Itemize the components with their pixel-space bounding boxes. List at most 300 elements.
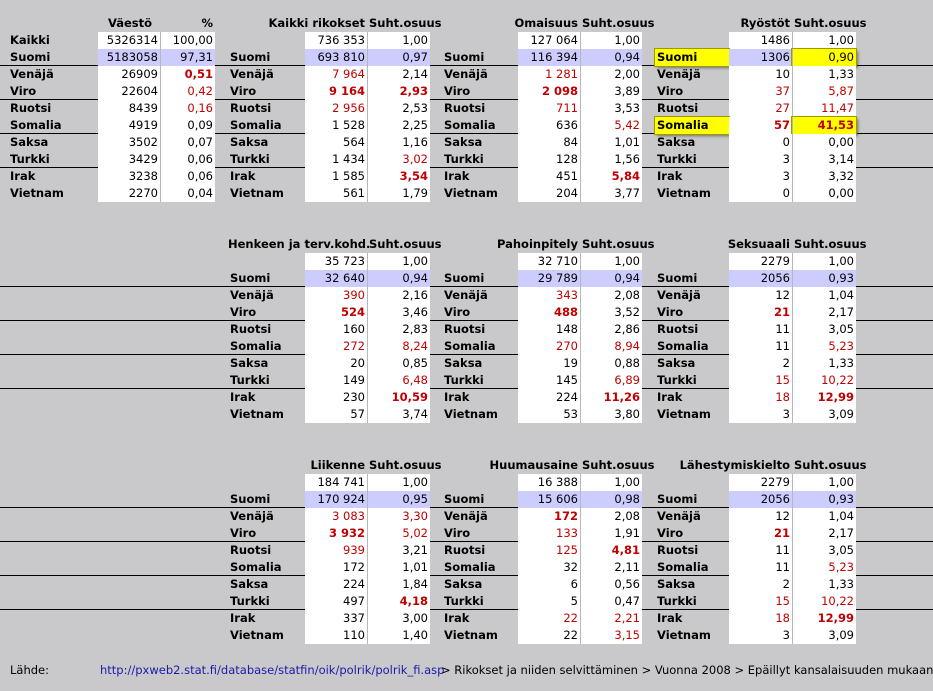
country-name: Suomi [444,271,485,285]
total-ratio: 1,00 [792,474,856,491]
crime-count: 2056 [729,491,792,508]
crime-count: 84 [518,134,580,151]
country-name: Vietnam [230,186,284,200]
crime-title: Liikenne [310,458,365,472]
relative-share: 0,00 [792,134,856,151]
country-name: Ruotsi [444,101,486,115]
crime-count: 2 956 [305,100,367,117]
relative-share: 2,08 [580,508,642,525]
total-ratio: 1,00 [367,32,430,49]
country-name: Irak [230,390,256,404]
population-row [8,168,218,185]
crime-count: 3 932 [305,525,367,542]
country-name: Somalia [444,118,496,132]
crime-count: 21 [729,304,792,321]
relative-share: 3,89 [580,83,642,100]
country-name: Saksa [657,135,696,149]
country-name: Ruotsi [230,322,272,336]
country-name: Saksa [230,356,269,370]
crime-count: 6 [518,576,580,593]
ratio-header: Suht.osuus [582,458,655,472]
crime-count: 337 [305,610,367,627]
population-percent: 0,51 [160,66,215,83]
total-value: 127 064 [518,32,580,49]
relative-share: 3,32 [792,168,856,185]
relative-share: 0,47 [580,593,642,610]
country-name: Venäjä [10,67,54,81]
crime-count: 451 [518,168,580,185]
crime-count: 561 [305,185,367,202]
country-name: Viro [10,84,37,98]
population-header: Väestö [107,16,153,30]
population-value: 3238 [98,168,160,185]
country-name: Vietnam [444,628,498,642]
relative-share: 2,93 [367,83,430,100]
country-name: Turkki [10,152,50,166]
relative-share: 0,00 [792,185,856,202]
relative-share: 2,16 [367,287,430,304]
country-name: Vietnam [657,186,711,200]
crime-count: 9 164 [305,83,367,100]
country-name: Saksa [657,577,696,591]
population-percent: 0,42 [160,83,215,100]
crime-title: Kaikki rikokset [268,16,365,30]
country-name: Irak [10,169,36,183]
relative-share: 3,46 [367,304,430,321]
crime-count: 18 [729,610,792,627]
population-row [8,134,218,151]
population-percent: 0,16 [160,100,215,117]
total-ratio: 1,00 [792,32,856,49]
crime-count: 524 [305,304,367,321]
crime-count: 22 [518,627,580,644]
relative-share: 4,81 [580,542,642,559]
population-value: 26909 [98,66,160,83]
crime-count: 172 [305,559,367,576]
relative-share: 3,30 [367,508,430,525]
country-name: Ruotsi [444,543,486,557]
relative-share: 3,15 [580,627,642,644]
crime-count: 3 [729,406,792,423]
country-name: Irak [444,169,470,183]
country-name: Venäjä [444,67,488,81]
total-ratio: 1,00 [580,474,642,491]
total-value: 2279 [729,474,792,491]
relative-share: 0,94 [580,270,642,287]
relative-share: 3,77 [580,185,642,202]
percent-header: % [201,16,213,30]
crime-count: 145 [518,372,580,389]
country-name: Venäjä [444,509,488,523]
crime-count: 19 [518,355,580,372]
relative-share: 10,59 [367,389,430,406]
country-name: Viro [230,84,257,98]
relative-share: 2,17 [792,525,856,542]
crime-count: 53 [518,406,580,423]
country-name: Somalia [657,560,709,574]
country-name: Ruotsi [10,101,52,115]
relative-share: 0,97 [367,49,430,66]
relative-share: 1,33 [792,355,856,372]
population-percent: 0,04 [160,185,215,202]
relative-share: 41,53 [792,117,856,134]
population-value: 5183058 [98,49,160,66]
relative-share: 2,17 [792,304,856,321]
total-ratio: 1,00 [367,474,430,491]
crime-count: 32 640 [305,270,367,287]
population-row [8,117,218,134]
source-link[interactable]: http://pxweb2.stat.fi/database/statfin/oik/polrik/polrik_fi.asp [100,663,445,677]
crime-table-kaikki [228,15,442,202]
population-value: 22604 [98,83,160,100]
relative-share: 2,08 [580,287,642,304]
country-name: Irak [230,169,256,183]
population-percent: 0,06 [160,151,215,168]
ratio-header: Suht.osuus [794,458,867,472]
population-row [8,83,218,100]
ratio-header: Suht.osuus [794,237,867,251]
crime-count: 2 [729,576,792,593]
total-ratio: 1,00 [792,253,856,270]
country-name: Ruotsi [230,543,272,557]
source-label: Lähde: [10,663,49,677]
relative-share: 3,74 [367,406,430,423]
relative-share: 0,98 [580,491,642,508]
relative-share: 1,16 [367,134,430,151]
country-name: Suomi [657,271,698,285]
crime-count: 12 [729,287,792,304]
relative-share: 8,94 [580,338,642,355]
country-name: Ruotsi [657,322,699,336]
relative-share: 3,09 [792,406,856,423]
relative-share: 2,53 [367,100,430,117]
country-name: Saksa [444,577,483,591]
relative-share: 0,93 [792,270,856,287]
country-name: Saksa [230,577,269,591]
ratio-header: Suht.osuus [794,16,867,30]
crime-table-omaisuus [442,15,655,202]
population-value: 3502 [98,134,160,151]
relative-share: 3,52 [580,304,642,321]
crime-count: 0 [729,134,792,151]
crime-count: 2056 [729,270,792,287]
crime-count: 636 [518,117,580,134]
country-name: Suomi [444,50,485,64]
crime-count: 15 [729,593,792,610]
crime-count: 270 [518,338,580,355]
country-name: Turkki [444,594,484,608]
country-name: Ruotsi [657,543,699,557]
relative-share: 1,79 [367,185,430,202]
relative-share: 2,14 [367,66,430,83]
relative-share: 3,09 [792,627,856,644]
country-name: Saksa [444,135,483,149]
relative-share: 10,22 [792,372,856,389]
relative-share: 2,83 [367,321,430,338]
relative-share: 3,14 [792,151,856,168]
country-name: Viro [230,305,257,319]
crime-count: 204 [518,185,580,202]
population-value: 8439 [98,100,160,117]
relative-share: 0,94 [367,270,430,287]
country-name: Turkki [657,594,697,608]
relative-share: 5,02 [367,525,430,542]
crime-table-huumausaine [442,457,655,644]
crime-count: 125 [518,542,580,559]
crime-count: 224 [518,389,580,406]
source-path: > Rikokset ja niiden selvittäminen > Vuonna 2008 > Epäillyt kansalaisuuden mukaan [441,663,933,677]
country-name: Venäjä [444,288,488,302]
population-table [8,15,218,202]
relative-share: 5,23 [792,338,856,355]
crime-count: 149 [305,372,367,389]
country-name: Venäjä [657,288,701,302]
crime-count: 160 [305,321,367,338]
crime-count: 1 528 [305,117,367,134]
country-name: Vietnam [10,186,64,200]
crime-count: 11 [729,338,792,355]
crime-count: 11 [729,321,792,338]
total-value: 32 710 [518,253,580,270]
population-value: 3429 [98,151,160,168]
crime-count: 20 [305,355,367,372]
total-value: 1486 [729,32,792,49]
relative-share: 0,94 [580,49,642,66]
crime-count: 110 [305,627,367,644]
country-name: Ruotsi [657,101,699,115]
country-name: Suomi [10,50,51,64]
population-percent: 97,31 [160,49,215,66]
crime-count: 5 [518,593,580,610]
country-name: Viro [444,526,471,540]
country-name: Irak [657,390,683,404]
population-value: 5326314 [98,32,160,49]
relative-share: 3,54 [367,168,430,185]
country-name: Viro [444,84,471,98]
relative-share: 0,90 [792,49,856,66]
relative-share: 12,99 [792,610,856,627]
relative-share: 3,53 [580,100,642,117]
population-value: 2270 [98,185,160,202]
crime-count: 343 [518,287,580,304]
relative-share: 1,04 [792,508,856,525]
crime-count: 133 [518,525,580,542]
relative-share: 12,99 [792,389,856,406]
country-name: Turkki [230,152,270,166]
crime-count: 1 281 [518,66,580,83]
total-value: 184 741 [305,474,367,491]
relative-share: 0,85 [367,355,430,372]
crime-count: 711 [518,100,580,117]
country-name: Vietnam [230,407,284,421]
country-name: Viro [657,526,684,540]
crime-count: 148 [518,321,580,338]
crime-count: 224 [305,576,367,593]
country-name: Viro [657,305,684,319]
country-name: Turkki [444,152,484,166]
crime-count: 7 964 [305,66,367,83]
total-ratio: 1,00 [580,253,642,270]
relative-share: 2,86 [580,321,642,338]
crime-count: 37 [729,83,792,100]
country-name: Venäjä [230,288,274,302]
country-name: Irak [230,611,256,625]
crime-count: 172 [518,508,580,525]
country-name: Ruotsi [230,101,272,115]
crime-count: 116 394 [518,49,580,66]
relative-share: 2,00 [580,66,642,83]
relative-share: 5,42 [580,117,642,134]
crime-count: 1 434 [305,151,367,168]
total-value: 736 353 [305,32,367,49]
crime-count: 3 [729,168,792,185]
country-name: Turkki [230,594,270,608]
crime-count: 11 [729,559,792,576]
crime-count: 497 [305,593,367,610]
crime-count: 10 [729,66,792,83]
country-name: Turkki [444,373,484,387]
relative-share: 5,84 [580,168,642,185]
crime-title: Henkeen ja terv.kohd. [228,237,371,251]
country-name: Viro [444,305,471,319]
total-ratio: 1,00 [367,253,430,270]
crime-count: 272 [305,338,367,355]
crime-table-seksuaali [655,236,867,423]
crime-count: 488 [518,304,580,321]
relative-share: 5,23 [792,559,856,576]
relative-share: 1,84 [367,576,430,593]
relative-share: 3,05 [792,321,856,338]
crime-table-henkeen [228,236,442,423]
country-name: Venäjä [230,509,274,523]
relative-share: 3,02 [367,151,430,168]
relative-share: 1,56 [580,151,642,168]
relative-share: 1,04 [792,287,856,304]
relative-share: 8,24 [367,338,430,355]
country-name: Suomi [230,50,271,64]
relative-share: 6,48 [367,372,430,389]
total-value: 2279 [729,253,792,270]
country-name: Irak [444,611,470,625]
population-row [8,49,218,66]
population-row [8,185,218,202]
relative-share: 0,56 [580,576,642,593]
country-name: Viro [230,526,257,540]
total-value: 16 388 [518,474,580,491]
country-name: Somalia [230,339,282,353]
country-name: Suomi [657,492,698,506]
country-name: Turkki [230,373,270,387]
country-name: Vietnam [444,186,498,200]
crime-count: 29 789 [518,270,580,287]
ratio-header: Suht.osuus [582,237,655,251]
relative-share: 1,33 [792,66,856,83]
population-percent: 0,09 [160,117,215,134]
crime-title: Huumausaine [489,458,578,472]
crime-count: 22 [518,610,580,627]
relative-share: 3,00 [367,610,430,627]
country-name: Somalia [10,118,62,132]
population-row [8,100,218,117]
crime-count: 3 [729,151,792,168]
relative-share: 3,05 [792,542,856,559]
crime-count: 11 [729,542,792,559]
country-name: Viro [657,84,684,98]
country-name: Suomi [444,492,485,506]
ratio-header: Suht.osuus [582,16,655,30]
crime-count: 57 [305,406,367,423]
country-name: Irak [444,390,470,404]
crime-count: 128 [518,151,580,168]
country-name: Vietnam [657,407,711,421]
relative-share: 1,01 [367,559,430,576]
crime-count: 18 [729,389,792,406]
country-name: Saksa [10,135,49,149]
country-name: Venäjä [230,67,274,81]
country-name: Suomi [230,492,271,506]
ratio-header: Suht.osuus [369,16,442,30]
relative-share: 3,21 [367,542,430,559]
country-name: Venäjä [657,509,701,523]
population-value: 4919 [98,117,160,134]
crime-count: 564 [305,134,367,151]
country-name: Somalia [657,339,709,353]
country-name: Somalia [655,117,729,134]
relative-share: 2,11 [580,559,642,576]
crime-count: 3 [729,627,792,644]
relative-share: 1,33 [792,576,856,593]
crime-table-lahestymiskielto [655,457,867,644]
relative-share: 0,88 [580,355,642,372]
crime-count: 27 [729,100,792,117]
crime-count: 1 585 [305,168,367,185]
crime-count: 170 924 [305,491,367,508]
country-name: Saksa [444,356,483,370]
crime-title: Lähestymiskielto [679,458,790,472]
crime-table-liikenne [228,457,442,644]
population-percent: 0,07 [160,134,215,151]
ratio-header: Suht.osuus [369,458,442,472]
relative-share: 1,01 [580,134,642,151]
country-name: Vietnam [230,628,284,642]
country-name: Vietnam [657,628,711,642]
country-name: Saksa [230,135,269,149]
crime-count: 12 [729,508,792,525]
population-row [8,151,218,168]
country-name: Irak [657,169,683,183]
crime-count: 939 [305,542,367,559]
crime-count: 2 [729,355,792,372]
crime-count: 0 [729,185,792,202]
country-name: Suomi [230,271,271,285]
population-row [8,66,218,83]
country-name: Somalia [444,339,496,353]
crime-count: 57 [729,117,792,134]
country-name: Vietnam [444,407,498,421]
country-name: Suomi [655,49,729,66]
country-name: Somalia [230,560,282,574]
ratio-header: Suht.osuus [369,237,442,251]
crime-count: 230 [305,389,367,406]
crime-title: Ryöstöt [740,16,790,30]
crime-count: 390 [305,287,367,304]
total-value: 35 723 [305,253,367,270]
country-name: Saksa [657,356,696,370]
country-name: Turkki [657,373,697,387]
crime-count: 1306 [729,49,792,66]
crime-count: 3 083 [305,508,367,525]
crime-count: 15 [729,372,792,389]
